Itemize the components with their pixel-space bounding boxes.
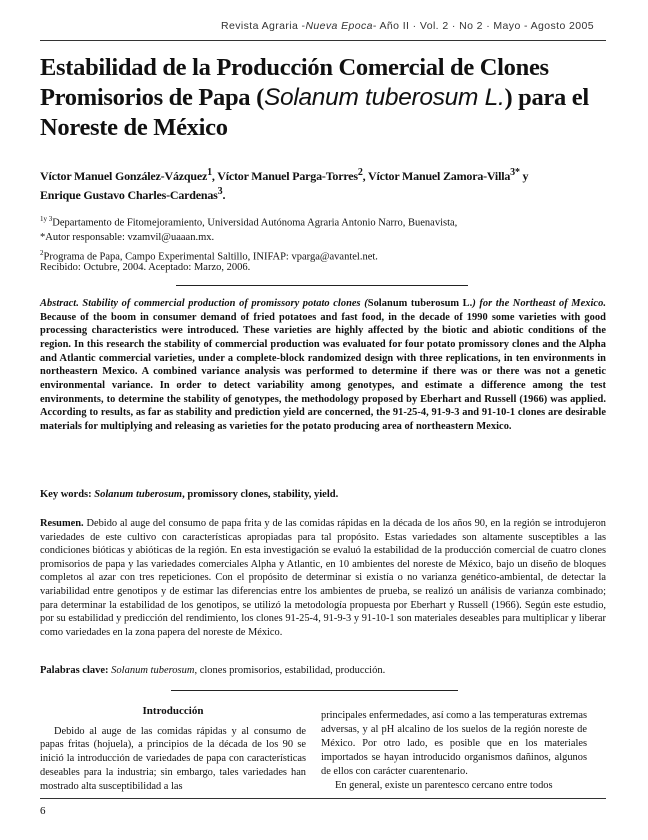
keywords-species: Solanum tuberosum (94, 489, 183, 500)
author-4: Enrique Gustavo Charles-Cardenas (40, 188, 218, 202)
palabras-species: Solanum tuberosum (111, 665, 195, 676)
affil-1: Departamento de Fitomejoramiento, Universidad Autónoma Agraria Antonio Narro, Buenavista, (52, 217, 458, 229)
corresponding-author: *Autor responsable: vzamvil@uaaan.mx. (40, 232, 215, 243)
section-divider-2 (171, 690, 458, 691)
issue-info: - Año II · Vol. 2 · No 2 · Mayo - Agosto 2005 (372, 20, 594, 32)
author-list (40, 165, 606, 203)
journal-epoch: Nueva Epoca (305, 20, 373, 32)
palabras-clave (40, 665, 606, 676)
title-species: Solanum tuberosum L. (263, 84, 505, 111)
title-part1: Estabilidad de la Producción Comercial de Clones Promisorios de Papa ( (40, 54, 549, 111)
author-2-sup: 2 (357, 167, 363, 178)
page-number: 6 (40, 805, 46, 817)
author-joiner: y (519, 169, 529, 183)
author-1: Víctor Manuel González-Vázquez (40, 169, 208, 183)
footer-divider (40, 798, 606, 799)
author-3: , Víctor Manuel Zamora-Villa (362, 169, 511, 183)
keywords-rest: , promissory clones, stability, yield. (182, 489, 339, 500)
intro-left-column (40, 705, 306, 793)
abstract-lead-end: ) for the Northeast of Mexico. (472, 298, 606, 309)
author-2: , Víctor Manuel Parga-Torres (211, 169, 358, 183)
intro-right-text-1: principales enfermedades, así como a las temperaturas extremas adversas, y al pH alcalino de los suelos de la región noreste de México. Por otro lado, es posible que en los materiales importados se hayan introducido organismos dañinos, algunos de ellos con carácter cuarentenario. (321, 710, 588, 777)
header-divider (40, 40, 606, 41)
section-divider (176, 285, 468, 286)
journal-header (221, 20, 594, 32)
affiliations (40, 212, 606, 265)
intro-heading: Introducción (142, 705, 204, 717)
abstract-L: L. (462, 298, 473, 309)
journal-prefix: Revista Agraria - (221, 20, 306, 32)
author-1-sup: 1 (207, 167, 212, 178)
abstract (40, 297, 606, 434)
keywords (40, 489, 606, 500)
abstract-body: Because of the boom in consumer demand of fried potatoes and fast food, in the decade of 1990 some varieties with good processing characteristics were introduced. These varieties are highly affected by the biotic and abiotic conditions of the region. In this research the stability of commercial production was evaluated for four potato promissory clones and the Alpha and Atlantic commercial varieties, under a complete-block randomized design with three replications, in ten environments in northeastern Mexico. A combined variance analysis was performed to determine if there was or there was not a genetic environmental variance. In order to detect variability among genotypes, and estimate a difference among the test environments, to determine the stability of genotypes, the methodology proposed by Eberhart and Russell (1966) was applied. According to results, as far as stability and prediction yield are concerned, the 91-25-4, 91-9-3 and 91-10-1 clones are desirable materials for multiplying and releasing as varieties for the potato producing area of northeastern Mexico. (40, 311, 606, 432)
resumen (40, 517, 606, 639)
author-3-sup: 3* (510, 167, 520, 178)
title-part2: ) para el Noreste de México (40, 84, 589, 141)
author-4-sup: 3 (217, 186, 223, 197)
affil-2-sup: 2 (40, 248, 44, 257)
resumen-label: Resumen. (40, 518, 84, 529)
abstract-species: Solanum (367, 298, 408, 309)
abstract-lead: Abstract. Stability of commercial production of promissory potato clones ( (40, 298, 368, 309)
abstract-species2: tuberosum (407, 298, 463, 309)
intro-left-text: Debido al auge de las comidas rápidas y al consumo de papas fritas (hojuela), a principios de la década de los 90 se inició la introducción de variedades de papa con características deseables para la industria; sin embargo, tales variedades han mostrado alta susceptibilidad a las (40, 725, 306, 792)
resumen-body: Debido al auge del consumo de papa frita y de las comidas rápidas en la década de los años 90, en la región se introdujeron variedades de este cultivo con características apropiadas para tal propósito. Estas variedades son altamente susceptibles a las condiciones bióticas y abióticas de la región. En esta investigación se evaluó la estabilidad de la producción comercial de cuatro clones promisorios de papa y las variedades comerciales Alpha y Atlantic, en 10 ambientes del noreste de México, bajo un diseño de bloques completos al azar con tres repeticiones. Con el propósito de determinar si existía o no varianza genético-ambiental, de detectar la variabilidad entre genotipos y de estimar las diferencias entre los ambientes de prueba, se realizó un análisis de varianza combinado; para determinar la estabilidad de los genotipos, se utilizó la metodología propuesta por Eberhart y Russell (1966). Según este estudio, por su estabilidad y predicción del rendimiento, los clones 91-25-4, 91-9-3 y 91-10-1 son materiales deseables para multiplicar y liberar como variedades en la zona papera del noreste de México. (40, 518, 606, 638)
intro-right-text-2: En general, existe un parentesco cercano entre todos (335, 780, 553, 791)
affil-2: Programa de Papa, Campo Experimental Saltillo, INIFAP: vparga@avantel.net. (43, 251, 378, 262)
palabras-label: Palabras clave: (40, 665, 109, 676)
received-dates: Recibido: Octubre, 2004. Aceptado: Marzo, 2006. (40, 262, 251, 273)
paper-title (40, 53, 600, 143)
author-end: . (222, 188, 226, 202)
intro-right-column (321, 709, 587, 793)
palabras-rest: , clones promisorios, estabilidad, producción. (194, 665, 386, 676)
affil-1-sup: 1y 3 (40, 215, 53, 223)
keywords-label: Key words: (40, 489, 92, 500)
